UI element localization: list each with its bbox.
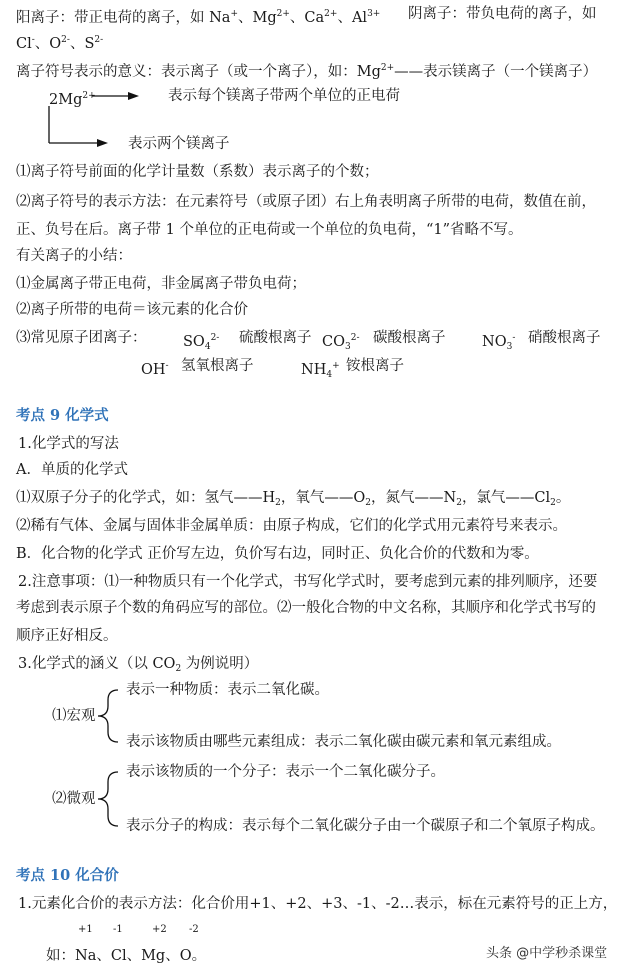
so4-symbol: SO [183, 334, 205, 350]
micro-top: 表示该物质的一个分子：表示一个二氧化碳分子。 [126, 764, 445, 780]
cl-charge: - [31, 35, 35, 45]
anion-text: 阴离子：带负电荷的离子，如 [408, 6, 597, 22]
s10-item-1: 1.元素化合价的表示方法：化合价用+1、+2、+3、-1、-2…表示，标在元素符号的正上方， [18, 896, 618, 912]
valence-na: +1 [78, 924, 93, 935]
diagram-label-bottom: 表示两个镁离子 [128, 136, 230, 152]
na-charge: + [230, 9, 238, 19]
co2-text: 3.化学式的涵义（以 CO [18, 656, 176, 672]
al-text: 、Al [337, 10, 368, 26]
no3-ion [482, 328, 515, 357]
no3-name: 硝酸根离子 [528, 330, 601, 346]
meaning-charge: 2+ [380, 63, 395, 73]
section-9-title: 考点 9 化学式 [16, 407, 109, 424]
cl-text: Cl [16, 36, 32, 52]
cation-text: 阳离子：带正电荷的离子，如 Na [16, 10, 231, 26]
so4-charge: 2- [210, 333, 220, 343]
meaning-rest: ——表示镁离子（一个镁离子） [394, 64, 598, 80]
o2-text: ，氧气——O [280, 490, 366, 506]
s9-item-a1 [16, 488, 570, 513]
groups-prefix: ⑶常见原子团离子： [16, 330, 147, 346]
nh4-name: 铵根离子 [346, 358, 404, 374]
s9-item-2b: 考虑到表示原子个数的角码应写的部位。⑵一般化合物的中文名称，其顺序和化学式书写的 [16, 600, 596, 616]
arrow-elbow-icon [49, 106, 108, 147]
example-mg: Mg [141, 948, 166, 964]
so4-name: 硫酸根离子 [239, 330, 312, 346]
s-text: 、S [69, 36, 95, 52]
nh4-subscript: 4 [326, 370, 333, 380]
co3-subscript: 3 [344, 342, 351, 352]
co3-ion [322, 328, 360, 357]
oh-name: 氢氧根离子 [181, 358, 254, 374]
example-na: Na [75, 948, 97, 964]
co3-charge: 2- [350, 333, 360, 343]
no3-subscript: 3 [506, 342, 513, 352]
so4-subscript: 4 [204, 342, 211, 352]
micro-brace-icon [98, 772, 118, 826]
cl2-subscript: 2 [550, 498, 556, 508]
macro-brace-icon [98, 690, 118, 742]
al-charge: 3+ [367, 9, 381, 19]
valence-example [46, 946, 206, 966]
s9-item-3 [18, 654, 258, 679]
no3-charge: - [512, 333, 516, 343]
arrow-right-icon [92, 92, 139, 100]
co3-name: 碳酸根离子 [373, 330, 446, 346]
h2-text: ⑴双原子分子的化学式，如：氢气——H [16, 490, 276, 506]
formula-text: 2Mg [49, 92, 83, 108]
h2-subscript: 2 [275, 498, 281, 508]
n2-text: ，氮气——N [371, 490, 457, 506]
s9-item-a: A．单质的化学式 [16, 462, 128, 478]
example-sep: 、 [96, 948, 111, 964]
s9-item-a2: ⑵稀有气体、金属与固体非金属单质：由原子构成，它们的化学式用元素符号来表示。 [16, 518, 567, 534]
example-prefix: 如： [46, 948, 75, 964]
macro-bottom: 表示该物质由哪些元素组成：表示二氧化碳由碳元素和氧元素组成。 [126, 734, 561, 750]
summary-1: ⑴金属离子带正电荷，非金属离子带负电荷； [16, 276, 306, 292]
example-sep: 、 [126, 948, 142, 964]
rule-2-a: ⑵离子符号的表示方法：在元素符号（或原子团）右上角表明离子所带的电荷，数值在前， [16, 194, 596, 210]
watermark: 头条 @中学秒杀课堂 [486, 946, 608, 961]
macro-label: ⑴宏观 [52, 708, 96, 724]
cl2-text: ，氯气——Cl [461, 490, 551, 506]
no3-symbol: NO [482, 334, 507, 350]
example-end: 。 [191, 948, 207, 964]
micro-bottom: 表示分子的构成：表示每个二氧化碳分子由一个碳原子和二个氧原子构成。 [126, 818, 605, 834]
o-text: 、O [34, 36, 62, 52]
valence-o: -2 [189, 924, 199, 935]
nh4-charge: + [332, 361, 340, 371]
ca-text: 、Ca [289, 10, 325, 26]
example-o: O [179, 948, 192, 964]
example-cl: Cl [110, 948, 127, 964]
rule-2-b: 正、负号在后。离子带 1 个单位的正电荷或一个单位的负电荷，“1”省略不写。 [16, 222, 523, 238]
ca-charge: 2+ [324, 9, 338, 19]
oh-symbol: OH [141, 362, 166, 378]
s9-item-2a: 2.注意事项：⑴一种物质只有一个化学式，书写化学式时，要考虑到元素的排列顺序，还要 [18, 574, 598, 590]
s9-item-1: 1.化学式的写法 [18, 436, 119, 452]
s9-item-b: B．化合物的化学式 正价写左边，负价写右边，同时正、负化合价的代数和为零。 [16, 546, 539, 562]
mg-charge: 2+ [276, 9, 290, 19]
co3-symbol: CO [322, 334, 345, 350]
s9-item-2c: 顺序正好相反。 [16, 628, 118, 644]
diagram-label-top: 表示每个镁离子带两个单位的正电荷 [168, 88, 400, 104]
valence-cl: -1 [113, 924, 123, 935]
meaning-text: 离子符号表示的意义：表示离子（或一个离子），如：Mg [16, 64, 381, 80]
co2-end: 为例说明） [181, 656, 259, 672]
so4-ion [183, 328, 219, 357]
nh4-symbol: NH [301, 362, 327, 378]
oh-charge: - [165, 361, 169, 371]
mg-text: 、Mg [238, 10, 277, 26]
rule-1: ⑴离子符号前面的化学计量数（系数）表示离子的个数； [16, 164, 379, 180]
macro-top: 表示一种物质：表示二氧化碳。 [126, 682, 329, 698]
formula-charge: 2+ [82, 91, 96, 101]
co2-subscript: 2 [175, 664, 182, 674]
n2-subscript: 2 [456, 498, 462, 508]
a1-end: 。 [555, 490, 571, 506]
valence-mg: +2 [152, 924, 167, 935]
o2-subscript: 2 [365, 498, 372, 508]
micro-label: ⑵微观 [52, 791, 96, 807]
s-charge: 2- [94, 35, 104, 45]
summary-title: 有关离子的小结： [16, 248, 132, 264]
example-sep: 、 [165, 948, 180, 964]
o-charge: 2- [61, 35, 70, 45]
summary-2: ⑵离子所带的电荷＝该元素的化合价 [16, 302, 248, 318]
nh4-ion [301, 356, 340, 385]
oh-ion [141, 356, 169, 380]
section-10-title: 考点 10 化合价 [16, 867, 119, 884]
